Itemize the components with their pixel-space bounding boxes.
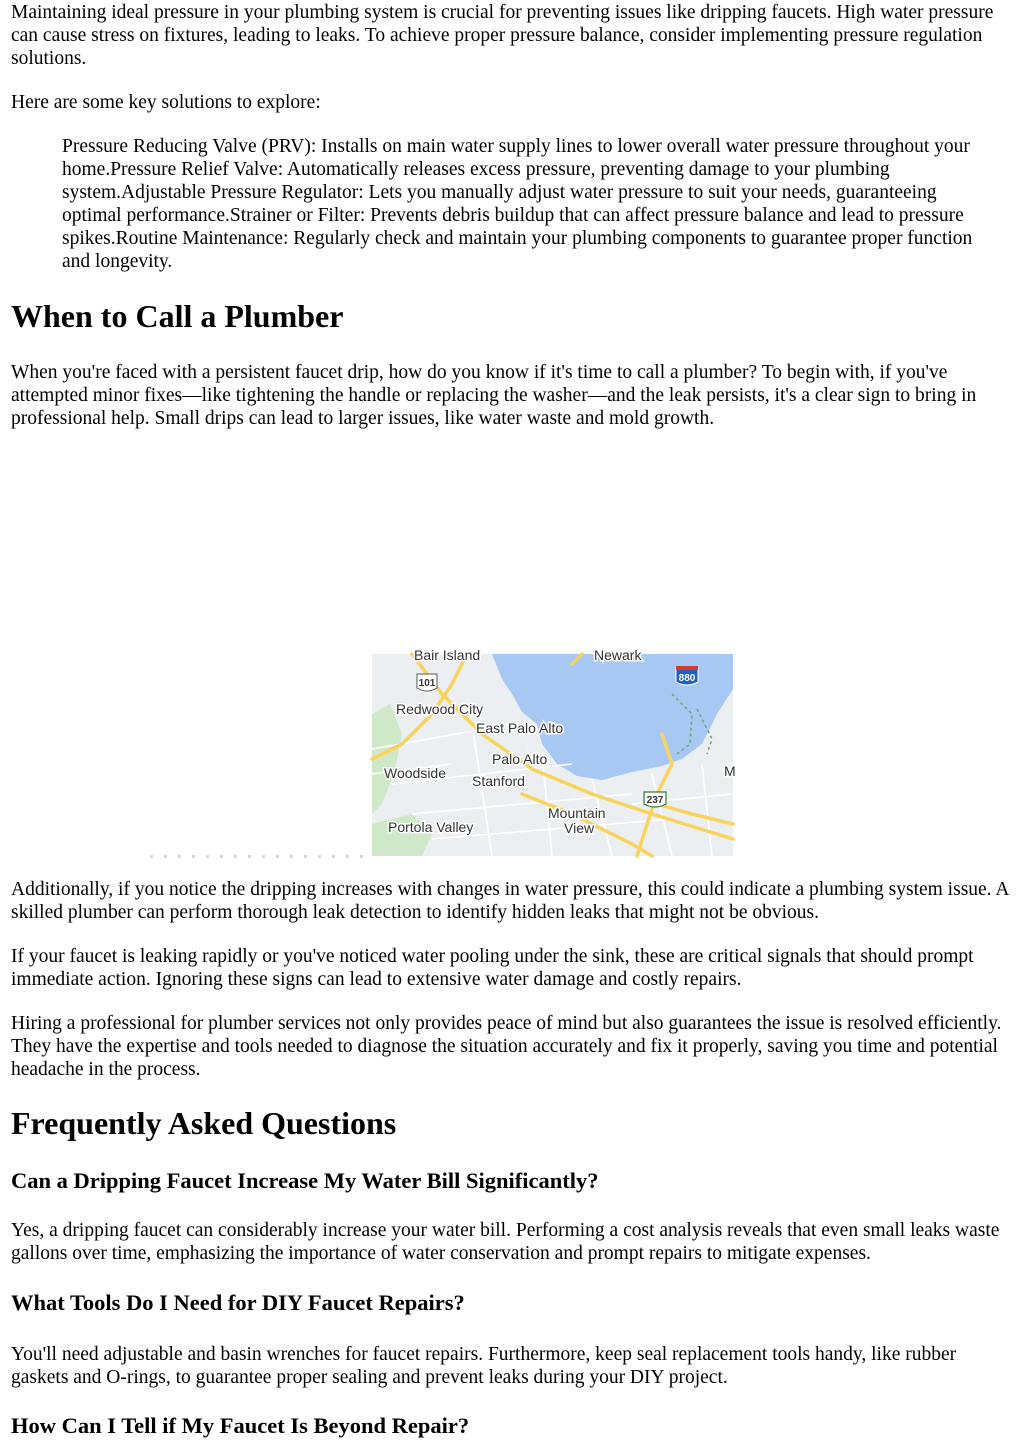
map-label-redwood-city: Redwood City bbox=[396, 701, 484, 717]
i-880-shield bbox=[676, 666, 698, 685]
map-label-newark: Newark bbox=[594, 647, 642, 663]
solutions-list-text: Pressure Reducing Valve (PRV): Installs on main water supply lines to lower overall water pressure throughout your home.Pressure Relief Valve: Automatically releases excess pressure, preventing damage to your plumbing system.Adjustable Pressure Regulator: Lets you manually adjust water pressure to suit your needs, guaranteeing optimal performance.Strainer or Filter: Prevents debris buildup that can affect pressure balance and lead to pressure spikes.Routine Maintenance: Regularly check and maintain your plumbing components to guarantee proper function and longevity. bbox=[62, 136, 973, 272]
map-label-mountain: Mountain bbox=[548, 805, 606, 821]
map-label-portola-valley: Portola Valley bbox=[388, 819, 474, 835]
plumber-paragraph-2: Additionally, if you notice the dripping increases with changes in water pressure, this could indicate a plumbing system issue. A skilled plumber can perform thorough leak detection to identify hidden leaks that might not be obvious. bbox=[11, 879, 1009, 923]
map-label-edge-m: M bbox=[724, 763, 736, 779]
map-label-woodside: Woodside bbox=[384, 765, 447, 781]
svg-text:237: 237 bbox=[646, 795, 664, 806]
svg-text:880: 880 bbox=[678, 673, 696, 684]
map-label-stanford: Stanford bbox=[472, 773, 525, 789]
when-to-call-plumber-heading: When to Call a Plumber bbox=[11, 298, 344, 334]
faq-answer-2: You'll need adjustable and basin wrenches for faucet repairs. Furthermore, keep seal replacement tools handy, like rubber gaskets and O-rings, to guarantee proper sealing and prevent leaks during your DIY project. bbox=[11, 1344, 957, 1388]
svg-text:101: 101 bbox=[418, 678, 436, 689]
map-caption-artifact bbox=[150, 855, 365, 858]
plumber-paragraph-3: If your faucet is leaking rapidly or you've noticed water pooling under the sink, these are critical signals that should prompt immediate action. Ignoring these signs can lead to extensive water damage and costly repairs. bbox=[11, 946, 974, 990]
plumber-paragraph-1: When you're faced with a persistent faucet drip, how do you know if it's time to call a plumber? To begin with, if you've attempted minor fixes—like tightening the handle or replacing the washer—and the leak persists, it's a clear sign to bring in professional help. Small drips can lead to larger issues, like water waste and mold growth. bbox=[11, 362, 977, 429]
solutions-lead-text: Here are some key solutions to explore: bbox=[11, 92, 321, 113]
faq-answer-1: Yes, a dripping faucet can considerably increase your water bill. Performing a cost analysis reveals that even small leaks waste gallons over time, emphasizing the importance of water conservation and prompt repairs to mitigate expenses. bbox=[11, 1220, 1000, 1264]
faq-question-2: What Tools Do I Need for DIY Faucet Repairs? bbox=[11, 1290, 465, 1315]
map-graphic bbox=[372, 647, 736, 856]
faq-heading: Frequently Asked Questions bbox=[11, 1105, 397, 1141]
map-label-palo-alto: Palo Alto bbox=[492, 751, 548, 767]
map-label-east-palo-alto: East Palo Alto bbox=[476, 720, 564, 736]
faq-question-3: How Can I Tell if My Faucet Is Beyond Repair? bbox=[11, 1413, 470, 1438]
ca-237-shield bbox=[644, 792, 666, 807]
area-map[interactable] bbox=[372, 647, 736, 856]
map-label-view: View bbox=[564, 820, 595, 836]
faq-question-1: Can a Dripping Faucet Increase My Water Bill Significantly? bbox=[11, 1168, 599, 1193]
pressure-intro-paragraph: Maintaining ideal pressure in your plumbing system is crucial for preventing issues like dripping faucets. High water pressure can cause stress on fixtures, leading to leaks. To achieve proper pressure balance, consider implementing pressure regulation solutions. bbox=[11, 2, 994, 69]
map-label-bair-island: Bair Island bbox=[414, 647, 481, 663]
us-101-shield bbox=[417, 674, 437, 691]
plumber-paragraph-4: Hiring a professional for plumber services not only provides peace of mind but also guarantees the issue is resolved efficiently. They have the expertise and tools needed to diagnose the situation accurately and fix it properly, saving you time and potential headache in the process. bbox=[11, 1013, 1002, 1080]
